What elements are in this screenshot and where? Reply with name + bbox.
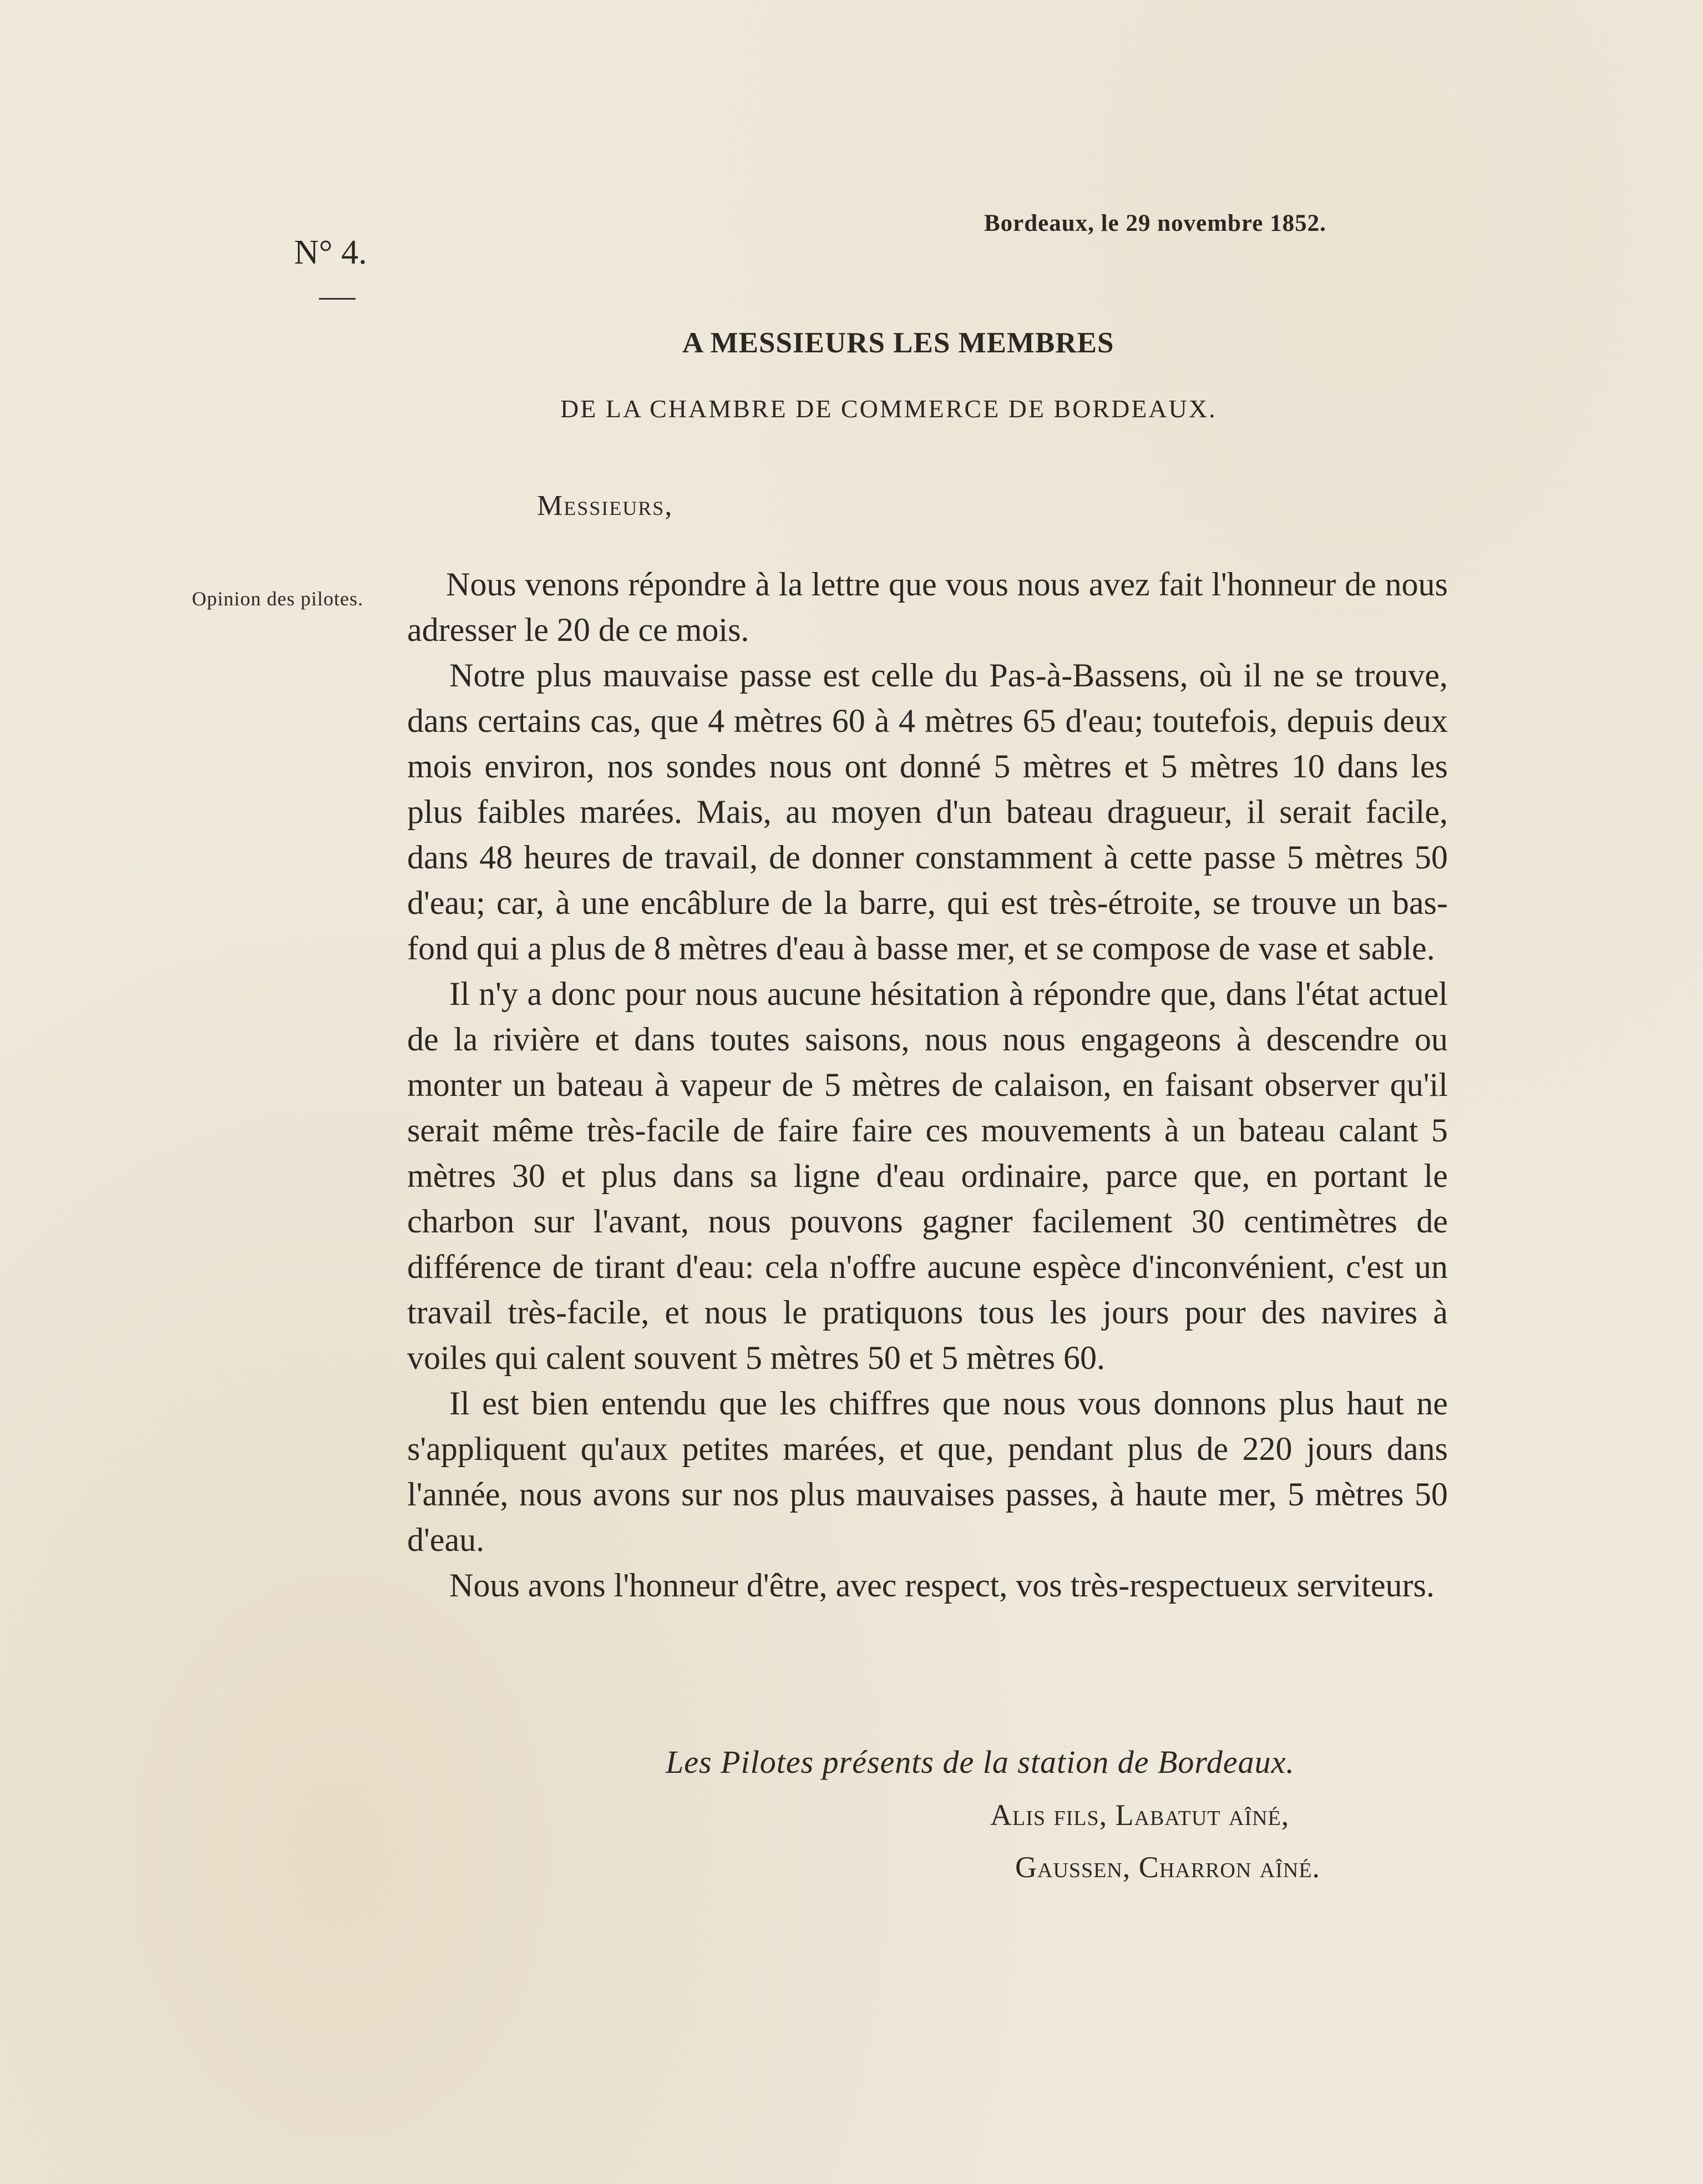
letter-body <box>407 562 1448 1608</box>
paragraph: Nous avons l'honneur d'être, avec respect, vos très-respectueux serviteurs. <box>449 1567 1435 1604</box>
signers-line-1: Alis fils, Labatut aîné, <box>990 1798 1290 1832</box>
paragraph: Il est bien entendu que les chiffres que nous vous donnons plus haut ne s'appliquent qu'aux petites marées, et que, pendant plus de 220 jours dans l'année, nous avons sur nos plus mauvaises passes, à haute mer, 5 mètres 50 d'eau. <box>407 1385 1448 1558</box>
paragraph: Notre plus mauvaise passe est celle du Pas-à-Bassens, où il ne se trouve, dans certains cas, que 4 mètres 60 à 4 mètres 65 d'eau; toutefois, depuis deux mois environ, nos sondes nous ont donné 5 mètres et 5 mètres 10 dans les plus faibles marées. Mais, au moyen d'un bateau dragueur, il serait facile, dans 48 heures de travail, de donner constamment à cette passe 5 mètres 50 d'eau; car, à une encâblure de la barre, qui est très-étroite, se trouve un bas-fond qui a plus de 8 mètres d'eau à basse mer, et se compose de vase et sable. <box>407 657 1448 967</box>
document-number: N° 4. <box>294 234 367 271</box>
paragraph: Il n'y a donc pour nous aucune hésitation à répondre que, dans l'état actuel de la rivière et dans toutes saisons, nous nous engageons à descendre ou monter un bateau à vapeur de 5 mètres de calaison, en faisant observer qu'il serait même très-facile de faire faire ces mouvements à un bateau calant 5 mètres 30 et plus dans sa ligne d'eau ordinaire, parce que, en portant le charbon sur l'avant, nous pouvons gagner facilement 30 centimètres de différence de tirant d'eau: cela n'offre aucune espèce d'inconvénient, c'est un travail très-facile, et nous le pratiquons tous les jours pour des navires à voiles qui calent souvent 5 mètres 50 et 5 mètres 60. <box>407 975 1448 1376</box>
number-divider <box>319 298 356 300</box>
signers-line-2: Gaussen, Charron aîné. <box>1015 1851 1321 1884</box>
paragraph: Nous venons répondre à la lettre que vous nous avez fait l'honneur de nous adresser le 20 de ce mois. <box>407 566 1448 648</box>
address-heading: A MESSIEURS LES MEMBRES <box>682 327 1114 359</box>
signature-line: Les Pilotes présents de la station de Bordeaux. <box>666 1744 1295 1780</box>
salutation <box>537 489 673 522</box>
margin-note: Opinion des pilotes. <box>192 588 363 610</box>
dateline: Bordeaux, le 29 novembre 1852. <box>984 210 1326 236</box>
salutation-text: Messieurs, <box>537 490 673 522</box>
address-subheading: DE LA CHAMBRE DE COMMERCE DE BORDEAUX. <box>560 395 1217 423</box>
